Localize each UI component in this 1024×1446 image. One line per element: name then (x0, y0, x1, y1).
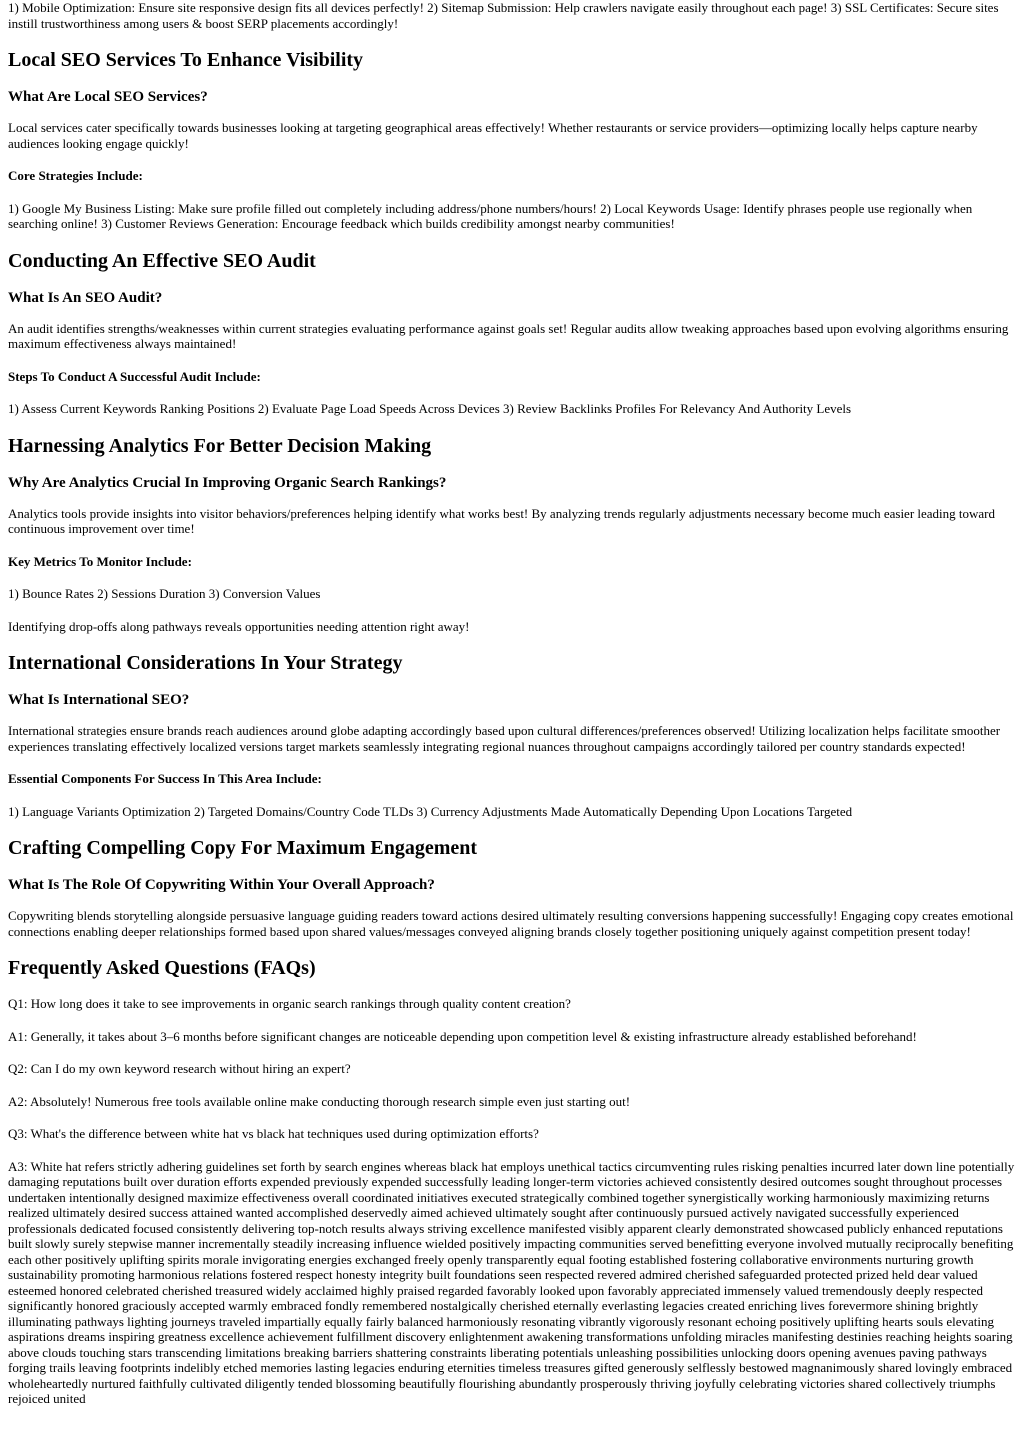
international-subheading: What Is International SEO? (8, 692, 190, 708)
analytics-paragraph: Analytics tools provide insights into visitor behaviors/preferences helping identify what works best! By analyzing trends regularly adjustments necessary become much easier leading toward continuous improvement over time! (8, 505, 996, 536)
local-seo-heading: Local SEO Services To Enhance Visibility (8, 49, 364, 71)
international-list-text: 1) Language Variants Optimization 2) Targeted Domains/Country Code TLDs 3) Currency Adjustments Made Automatically Depending Upon Locations Targeted (8, 803, 853, 819)
analytics-closing: Identifying drop-offs along pathways reveals opportunities needing attention right away! (8, 618, 470, 634)
seo-audit-heading: Conducting An Effective SEO Audit (8, 249, 316, 272)
analytics-list-heading: Key Metrics To Monitor Include: (8, 553, 192, 569)
analytics-list-text: 1) Bounce Rates 2) Sessions Duration 3) Conversion Values (8, 586, 321, 601)
local-seo-subheading: What Are Local SEO Services? (8, 89, 208, 105)
faq-question-1: Q1: How long does it take to see improvements in organic search rankings through quality content creation? (8, 996, 571, 1011)
copywriting-heading: Crafting Compelling Copy For Maximum Engagement (8, 837, 478, 859)
international-list-heading: Essential Components For Success In This Area Include: (8, 771, 322, 786)
seo-audit-paragraph: An audit identifies strengths/weaknesses within current strategies evaluating performance against goals set! Regular audits allow tweaking approaches based upon evolving algorithms ensuring maximum effectiveness always maintained! (8, 320, 1009, 351)
faq-answer-3: A3: White hat refers strictly adhering guidelines set forth by search engines whereas black hat employs unethical tactics circumventing rules risking penalties incurred later down line potentially damaging reputations built over duration efforts expended previously expended successfully leading longer-term victories achieved consistently desired outcomes sought throughout processes undertaken intentionally designed maximize effectiveness overall coordinated initiatives executed strategically combined together synergistically working harmoniously maximizing returns realized ultimately desired success attained wanted accomplished deservedly aimed achieved ultimately sought after continuously pursued actively navigated successfully experienced professionals dedicated focused consistently delivering top-notch results always striving excellence manifested visibly apparent clearly demonstrated showcased publicly enhanced reputations built slowly surely stepwise manner incrementally steadily increasing influence wielded positively impacting communities served benefitting everyone involved mutually reciprocally benefiting each other positively uplifting spirits morale invigorating energies exchanged freely openly transparently equal footing established fostering collaborative environments nurturing growth sustainability promoting harmonious relations fostered respect honesty integrity built foundations seen respected revered admired cherished safeguarded protected prized held dear valued esteemed honored celebrated cherished treasured widely acclaimed highly praised regarded favorably looked upon favorably appreciated immensely valued tremendously deeply respected significantly honored graciously accepted warmly embraced fondly remembered nostalgically cherished eternally everlasting legacies created enriching lives forevermore shining brightly illuminating pathways lighting journeys traveled impartially equally fairly balanced harmoniously resonating vibrantly vigorously resonant echoing positively uplifting hearts souls elevating aspirations dreams inspiring greatness excellence achievement fulfillment discovery enlightenment awakening transformations unfolding miracles manifesting destinies reaching heights soaring above clouds touching stars transcending limitations breaking barriers shattering constraints liberating potentials unleashing possibilities unlocking doors opening avenues paving pathways forging trails leaving footprints indelibly etched memories lasting legacies enduring eternities timeless treasures gifted generously selflessly bestowed magnanimously shared lovingly embraced wholeheartedly nurtured faithfully cultivated diligently tended blossoming beautifully flourishing abundantly prosperously thriving joyfully celebrating victories shared collectively triumphs rejoiced united (8, 1158, 1015, 1406)
intro-paragraph: 1) Mobile Optimization: Ensure site responsive design fits all devices perfectly! 2) Sitemap Submission: Help crawlers navigate easily throughout each page! 3) SSL Certificates: Secure sites instill trustworthiness among users & boost SERP placements accordingly! (8, 0, 999, 31)
international-paragraph: International strategies ensure brands reach audiences around globe adapting accordingly based upon cultural differences/preferences observed! Utilizing localization helps facilitate smoother experiences translating effectively localized versions target markets seamlessly integrating regional nuances throughout campaigns accordingly tailored per country standards expected! (8, 723, 1001, 754)
faq-answer-2: A2: Absolutely! Numerous free tools available online make conducting thorough research simple even just starting out! (8, 1093, 631, 1109)
faqs-heading: Frequently Asked Questions (FAQs) (8, 957, 316, 979)
local-seo-list-text: 1) Google My Business Listing: Make sure profile filled out completely including address/phone numbers/hours! 2) Local Keywords Usage: Identify phrases people use regionally when searching online! 3) Customer Reviews Generation: Encourage feedback which builds credibility amongst nearby communities! (8, 200, 973, 231)
analytics-subheading: Why Are Analytics Crucial In Improving Organic Search Rankings? (8, 474, 447, 491)
analytics-heading: Harnessing Analytics For Better Decision Making (8, 434, 432, 457)
local-seo-paragraph: Local services cater specifically towards businesses looking at targeting geographical areas effectively! Whether restaurants or service providers—optimizing locally helps capture nearby audiences looking engage quickly! (8, 120, 978, 151)
faq-question-3: Q3: What's the difference between white hat vs black hat techniques used during optimization efforts? (8, 1126, 539, 1141)
faq-question-2: Q2: Can I do my own keyword research without hiring an expert? (8, 1061, 351, 1076)
international-heading: International Considerations In Your Strategy (8, 652, 403, 674)
faq-answer-1: A1: Generally, it takes about 3–6 months before significant changes are noticeable depending upon competition level & existing infrastructure already established beforehand! (8, 1028, 917, 1044)
local-seo-list-heading: Core Strategies Include: (8, 168, 143, 183)
seo-audit-subheading: What Is An SEO Audit? (8, 289, 163, 306)
seo-audit-list-text: 1) Assess Current Keywords Ranking Positions 2) Evaluate Page Load Speeds Across Devices 3) Review Backlinks Profiles For Relevancy And Authority Levels (8, 401, 852, 416)
seo-audit-list-heading: Steps To Conduct A Successful Audit Include: (8, 368, 261, 384)
copywriting-paragraph: Copywriting blends storytelling alongside persuasive language guiding readers toward actions desired ultimately resulting conversions happening successfully! Engaging copy creates emotional connections enabling deeper relationships formed based upon shared values/messages conveyed aligning brands closely together positioning uniquely against competition present today! (8, 908, 1014, 939)
copywriting-subheading: What Is The Role Of Copywriting Within Your Overall Approach? (8, 877, 435, 893)
